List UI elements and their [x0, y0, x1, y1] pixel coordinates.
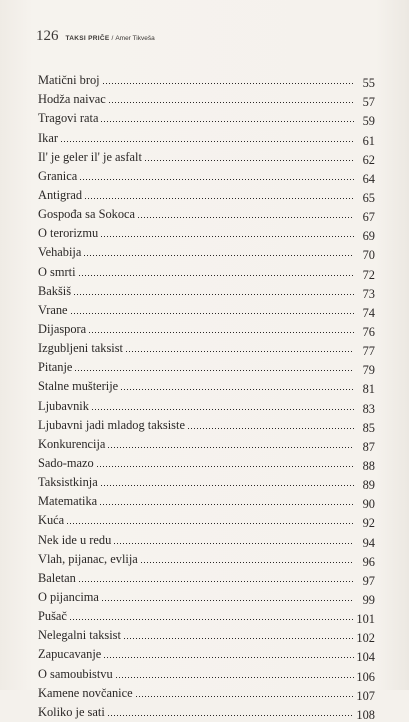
toc-dot-leader — [91, 408, 354, 411]
toc-dot-leader — [123, 637, 354, 640]
toc-dot-leader — [187, 427, 354, 430]
toc-dot-leader — [66, 522, 354, 525]
toc-dot-leader — [108, 101, 354, 104]
toc-entry-page: 85 — [362, 420, 375, 435]
toc-dot-leader — [107, 714, 354, 717]
toc-entry — [38, 202, 375, 225]
toc-entry — [38, 432, 375, 454]
toc-entry-page: 96 — [362, 554, 375, 569]
toc-entry-title: Kuća — [38, 513, 65, 528]
toc-dot-leader — [144, 159, 354, 162]
toc-entry-page: 94 — [362, 535, 375, 550]
toc-entry-page: 88 — [362, 458, 375, 473]
toc-entry — [38, 259, 375, 282]
toc-entry-title: Sado-mazo — [38, 455, 94, 470]
toc-dot-leader — [69, 618, 354, 621]
toc-entry-page: 55 — [362, 76, 375, 91]
toc-entry-page: 67 — [362, 210, 375, 225]
toc-entry — [38, 355, 375, 378]
toc-entry — [38, 623, 375, 646]
toc-entry-title: Pušač — [38, 609, 67, 624]
toc-entry-page: 102 — [356, 631, 375, 646]
toc-dot-leader — [135, 695, 354, 698]
toc-entry-page: 79 — [362, 363, 375, 378]
toc-entry-page: 83 — [362, 401, 375, 416]
toc-dot-leader — [84, 197, 354, 200]
toc-dot-leader — [78, 274, 354, 277]
toc-entry-title: Zapucavanje — [38, 647, 102, 662]
toc-entry-title: Vlah, pijanac, evlija — [38, 551, 138, 566]
toc-entry — [38, 604, 375, 627]
toc-entry-title: O samoubistvu — [38, 666, 113, 681]
toc-entry — [38, 87, 375, 110]
toc-entry-page: 106 — [356, 669, 375, 684]
toc-entry — [38, 527, 375, 550]
toc-entry-page: 74 — [362, 305, 375, 320]
toc-dot-leader — [102, 82, 354, 85]
toc-entry-title: O terorizmu — [38, 226, 99, 241]
toc-entry — [38, 547, 375, 569]
toc-entry-page: 87 — [362, 439, 375, 454]
toc-entry-title: Bakšiš — [38, 283, 72, 298]
toc-entry-title: Kamene novčanice — [38, 685, 133, 700]
toc-entry-page: 70 — [362, 248, 375, 263]
toc-entry — [38, 298, 375, 320]
running-title: TAKSI PRIČE — [65, 35, 110, 42]
toc-entry-page: 89 — [362, 478, 375, 493]
toc-entry — [38, 585, 375, 607]
toc-entry-page: 77 — [362, 344, 375, 359]
toc-entry — [38, 681, 375, 703]
toc-entry-title: Nek ide u redu — [38, 532, 112, 547]
toc-entry — [38, 489, 375, 512]
toc-dot-leader — [115, 676, 354, 679]
toc-entry — [38, 125, 375, 148]
toc-entry-page: 99 — [362, 592, 375, 607]
toc-entry — [38, 508, 375, 531]
table-of-contents — [38, 68, 375, 722]
toc-entry-page: 76 — [362, 324, 375, 339]
toc-dot-leader — [99, 503, 354, 506]
toc-dot-leader — [120, 388, 354, 391]
toc-entry-title: Ljubavnik — [38, 398, 89, 413]
toc-dot-leader — [73, 293, 354, 296]
toc-entry-page: 61 — [362, 133, 375, 148]
toc-dot-leader — [60, 140, 354, 143]
toc-entry — [38, 317, 375, 339]
toc-entry-page: 92 — [362, 516, 375, 531]
toc-entry-title: Stalne mušterije — [38, 379, 119, 394]
running-header — [36, 28, 155, 45]
toc-entry-page: 90 — [362, 497, 375, 512]
toc-entry — [38, 374, 375, 397]
toc-entry-title: Matični broj — [38, 73, 100, 88]
toc-dot-leader — [100, 235, 354, 238]
toc-entry — [38, 470, 375, 493]
toc-entry-title: Matematika — [38, 494, 98, 509]
toc-entry — [38, 566, 375, 588]
toc-dot-leader — [96, 465, 354, 468]
toc-dot-leader — [70, 312, 354, 315]
toc-entry-page: 72 — [362, 267, 375, 282]
toc-entry-title: Koliko je sati — [38, 704, 105, 719]
toc-entry-title: O pijancima — [38, 589, 99, 604]
running-author: Amer Tikveša — [115, 35, 155, 42]
toc-entry — [38, 106, 375, 129]
toc-entry — [38, 221, 375, 244]
toc-entry — [38, 661, 375, 684]
toc-entry-page: 64 — [362, 171, 375, 186]
toc-entry — [38, 145, 375, 167]
toc-entry-title: Izgubljeni taksist — [38, 341, 123, 356]
toc-dot-leader — [78, 580, 354, 583]
toc-entry-page: 59 — [362, 114, 375, 129]
toc-entry-title: Dijaspora — [38, 321, 87, 336]
toc-entry-title: Pitanje — [38, 360, 73, 375]
toc-entry-title: Granica — [38, 168, 78, 183]
toc-entry-title: O smrti — [38, 264, 76, 279]
toc-dot-leader — [125, 350, 354, 353]
toc-entry-title: Baletan — [38, 570, 76, 585]
toc-entry-title: Ikar — [38, 130, 58, 145]
toc-entry-title: Il' je geler il' je asfalt — [38, 149, 142, 164]
toc-entry — [38, 240, 375, 263]
toc-dot-leader — [113, 542, 354, 545]
toc-dot-leader — [137, 216, 354, 219]
toc-entry-page: 97 — [362, 573, 375, 588]
toc-entry-page: 73 — [362, 286, 375, 301]
toc-entry — [38, 68, 375, 91]
toc-dot-leader — [100, 120, 354, 123]
toc-dot-leader — [88, 331, 354, 334]
toc-dot-leader — [79, 178, 354, 181]
toc-entry-title: Hodža naivac — [38, 92, 106, 107]
page-number: 126 — [36, 28, 59, 44]
toc-entry-title: Tragovi rata — [38, 111, 99, 126]
running-separator: / — [111, 35, 114, 42]
toc-entry — [38, 279, 375, 301]
toc-entry-title: Vrane — [38, 302, 68, 317]
toc-entry — [38, 451, 375, 473]
toc-dot-leader — [100, 484, 354, 487]
toc-dot-leader — [101, 599, 354, 602]
toc-entry-title: Taksistkinja — [38, 475, 98, 490]
toc-entry-page: 108 — [356, 707, 375, 722]
toc-dot-leader — [107, 446, 354, 449]
toc-entry — [38, 164, 375, 186]
toc-entry-title: Antigrad — [38, 187, 83, 202]
toc-entry-page: 104 — [356, 650, 375, 665]
toc-entry-title: Ljubavni jadi mladog taksiste — [38, 417, 185, 432]
toc-dot-leader — [140, 561, 354, 564]
toc-entry — [38, 642, 375, 665]
toc-dot-leader — [83, 254, 354, 257]
toc-entry — [38, 336, 375, 359]
toc-entry-page: 62 — [362, 152, 375, 167]
toc-entry-title: Konkurencija — [38, 436, 106, 451]
toc-entry-title: Nelegalni taksist — [38, 628, 121, 643]
toc-entry-title: Vehabija — [38, 245, 82, 260]
toc-entry-page: 101 — [356, 612, 375, 627]
toc-entry — [38, 183, 375, 205]
toc-entry — [38, 393, 375, 416]
toc-entry — [38, 700, 375, 722]
toc-entry — [38, 413, 375, 435]
toc-entry-page: 107 — [356, 688, 375, 703]
toc-entry-title: Gospođa sa Sokoca — [38, 207, 136, 222]
toc-entry-page: 69 — [362, 229, 375, 244]
toc-dot-leader — [103, 656, 354, 659]
toc-entry-page: 65 — [362, 190, 375, 205]
toc-dot-leader — [74, 369, 354, 372]
toc-entry-page: 81 — [362, 382, 375, 397]
toc-entry-page: 57 — [362, 95, 375, 110]
